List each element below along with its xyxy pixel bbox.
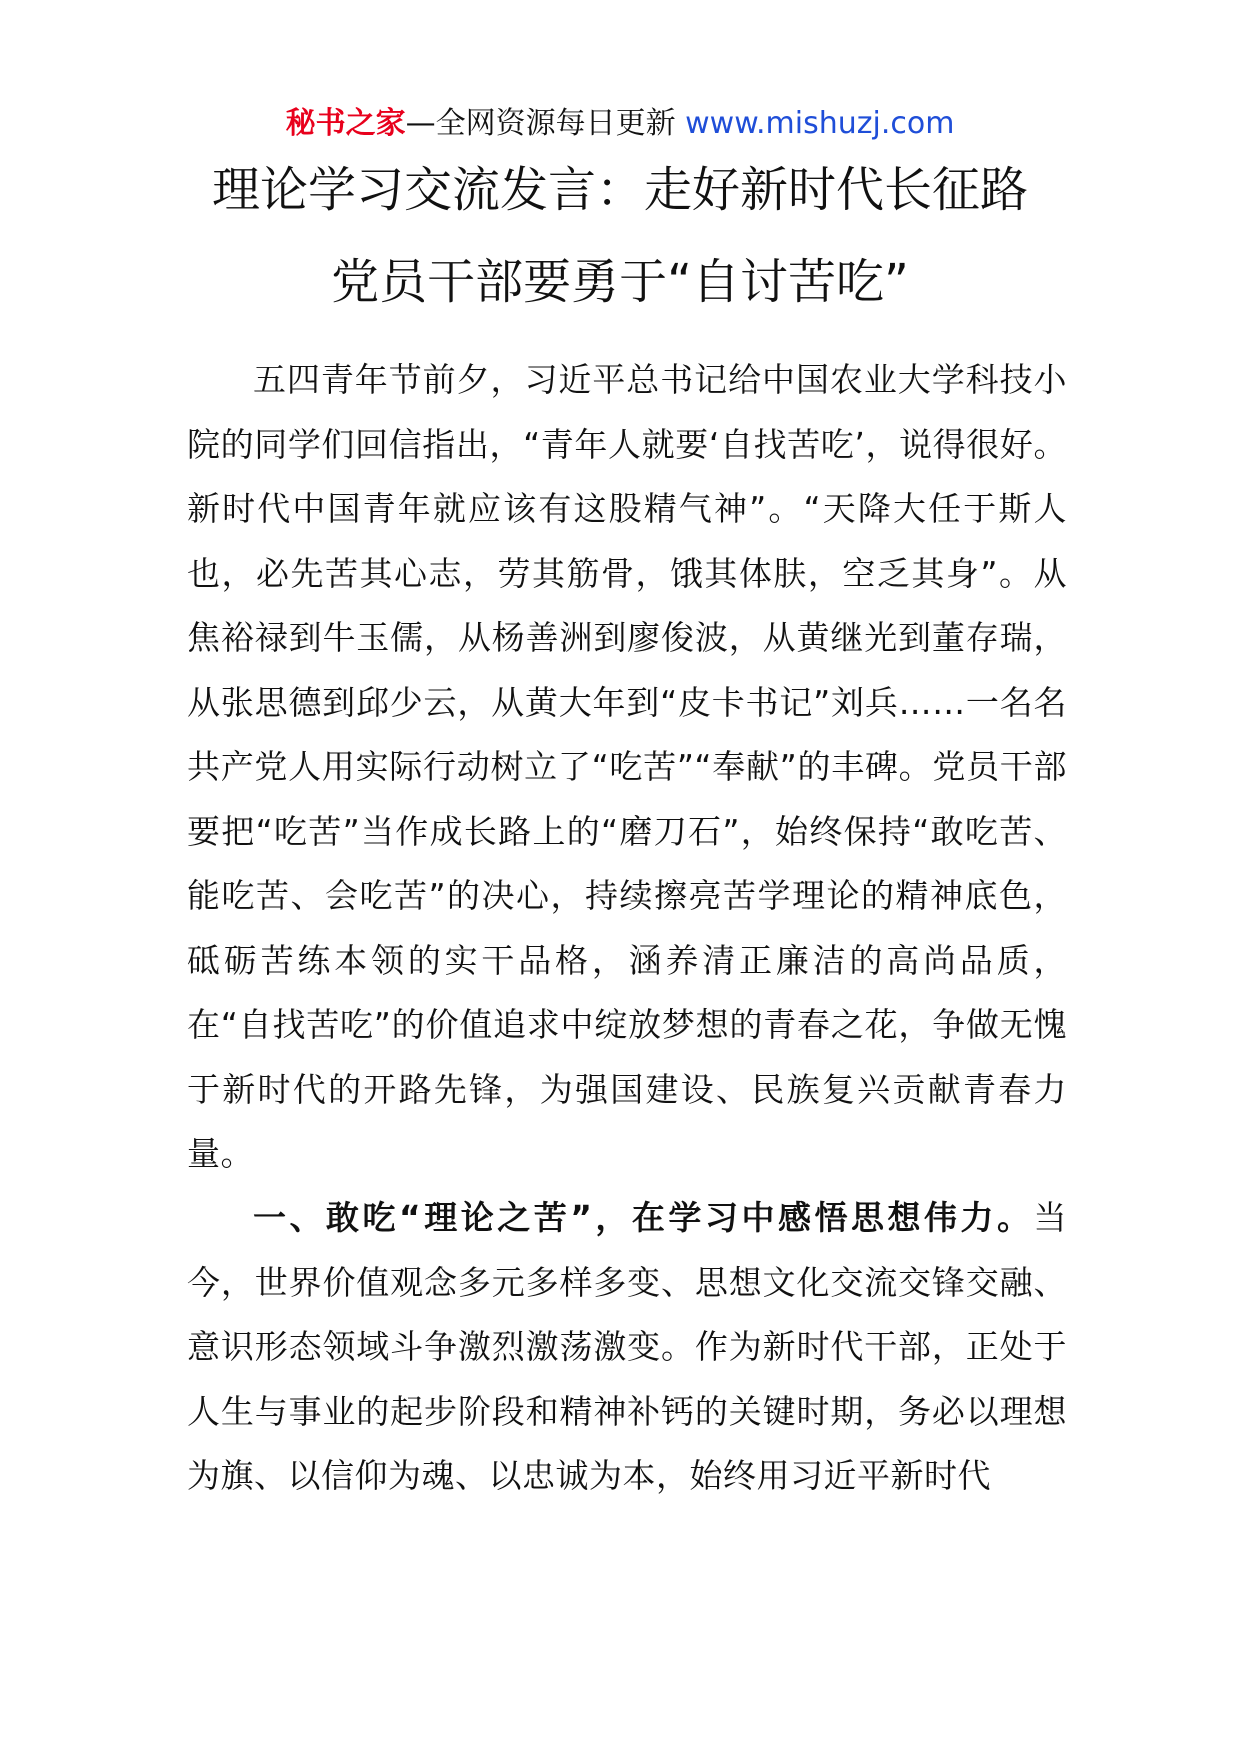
site-header <box>0 104 1240 144</box>
intro-paragraph: 五四青年节前夕，习近平总书记给中国农业大学科技小院的同学们回信指出，“青年人就要‘自找苦吃’，说得很好。新时代中国青年就应该有这股精气神”。“天降大任于斯人也，必先苦其心志，劳其筋骨，饿其体肤，空乏其身”。从焦裕禄到牛玉儒，从杨善洲到廖俊波，从黄继光到董存瑞，从张思德到邱少云，从黄大年到“皮卡书记”刘兵……一名名共产党人用实际行动树立了“吃苦”“奉献”的丰碑。党员干部要把“吃苦”当作成长路上的“磨刀石”，始终保持“敢吃苦、能吃苦、会吃苦”的决心，持续擦亮苦学理论的精神底色，砥砺苦练本领的实干品格，涵养清正廉洁的高尚品质，在“自找苦吃”的价值追求中绽放梦想的青春之花，争做无愧于新时代的开路先锋，为强国建设、民族复兴贡献青春力量。 <box>187 360 1067 1173</box>
section1-text: 当今，世界价值观念多元多样多变、思想文化交流交锋交融、意识形态领域斗争激烈激荡激变。作为新时代干部，正处于人生与事业的起步阶段和精神补钙的关键时期，务必以理想为旗、以信仰为魂、以忠诚为本，始终用习近平新时代 <box>187 1198 1067 1495</box>
document-title-line2: 党员干部要勇于“自讨苦吃” <box>331 254 909 310</box>
section1-paragraph <box>187 1186 1067 1509</box>
site-url-link[interactable]: www.mishuzj.com <box>685 106 955 141</box>
brand-name: 秘书之家 <box>285 106 406 141</box>
document-title-line1: 理论学习交流发言：走好新时代长征路 <box>211 162 1028 218</box>
header-tagline: —全网资源每日更新 <box>405 106 676 141</box>
section1-heading: 一、敢吃“理论之苦”，在学习中感悟思想伟力。 <box>253 1198 1034 1237</box>
